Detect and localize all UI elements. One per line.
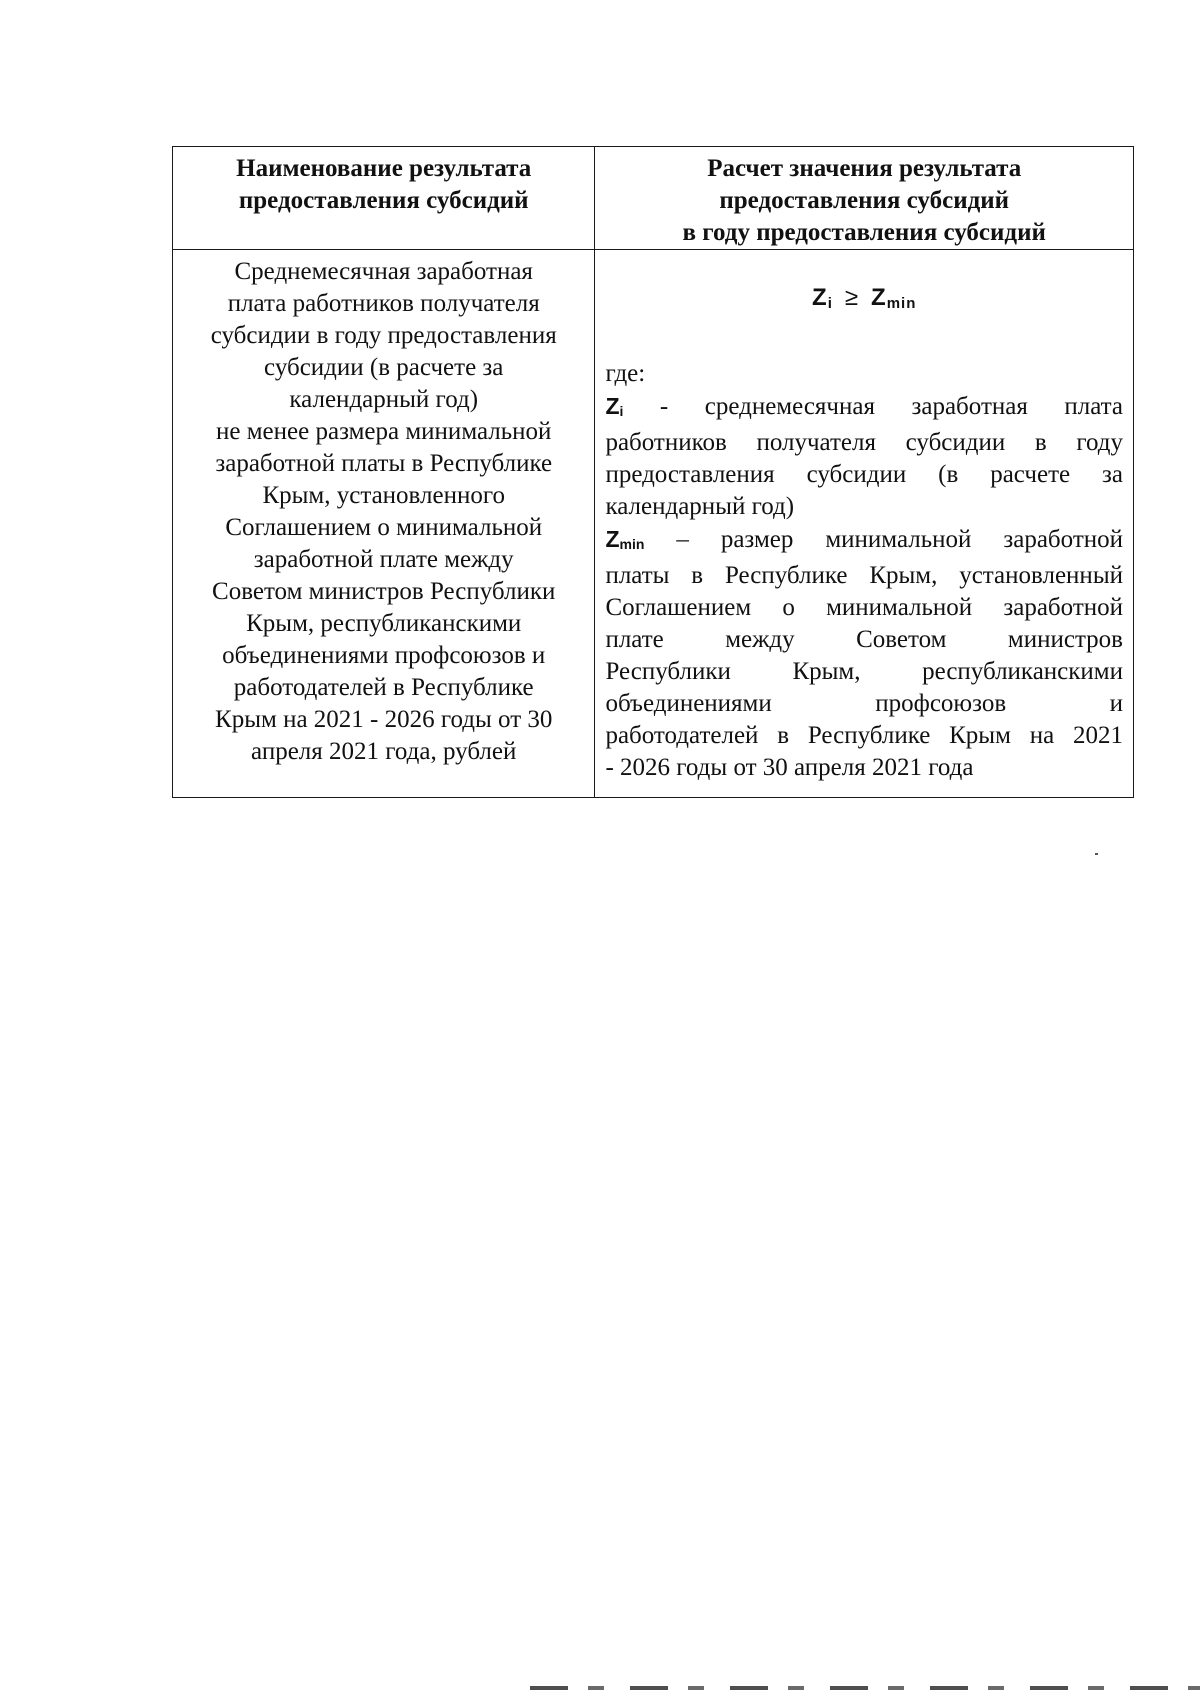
scan-artifact-line <box>530 1686 1200 1690</box>
text-line: Республики Крым, республиканскими <box>605 658 1123 685</box>
subsidy-result-table <box>172 146 1134 798</box>
table-row <box>173 250 1134 798</box>
text-line: платы в Республике Крым, установленный <box>605 562 1123 589</box>
formula <box>605 282 1123 320</box>
where-label: где: <box>605 360 646 387</box>
cell-result-description <box>173 250 595 798</box>
header-line: предоставления субсидий <box>719 187 1010 214</box>
text-line: плате между Советом министров <box>605 626 1123 653</box>
text-line: заработной платы в Республике <box>215 450 553 477</box>
text-line: плата работников получателя <box>227 290 540 317</box>
text-line: - 2026 годы от 30 апреля 2021 года <box>605 754 974 781</box>
zi-definition-line: $Z_i$ - среднемесячная заработная плата <box>605 393 1123 420</box>
text-line: не менее размера минимальной <box>216 418 552 445</box>
header-line: Наименование результата <box>236 155 532 182</box>
text-line: работодателей в Республике <box>233 674 534 701</box>
header-line: предоставления субсидий <box>238 187 529 214</box>
text-line: календарный год) <box>605 493 795 520</box>
formula-zmin: $Z_{min}$ <box>871 284 917 312</box>
text-line: заработной плате между <box>253 546 514 573</box>
text-line: апреля 2021 года, рублей <box>251 738 517 765</box>
header-line: в году предоставления субсидий <box>682 219 1046 246</box>
text-line: работников получателя субсидии в году <box>605 429 1123 456</box>
header-cell-result-calculation <box>595 147 1134 250</box>
text-line: Советом министров Республики <box>212 578 556 605</box>
zmin-definition-line: $Z_{min}$ – размер минимальной заработной <box>605 526 1123 553</box>
text-line: предоставления субсидии (в расчете за <box>605 461 1123 488</box>
text-line: субсидии в году предоставления <box>210 322 557 349</box>
text-line: Крым, республиканскими <box>246 610 522 637</box>
text-line: работодателей в Республике Крым на 2021 <box>605 722 1123 749</box>
zi-symbol: $Z_i$ <box>605 393 624 419</box>
text-line: объединениями профсоюзов и <box>605 690 1123 717</box>
scan-speck <box>1095 853 1098 855</box>
table-header-row <box>173 147 1134 250</box>
text-line: объединениями профсоюзов и <box>222 642 546 669</box>
text-line: Соглашением о минимальной заработной <box>605 594 1123 621</box>
cell-result-calculation <box>595 250 1134 798</box>
text-line: календарный год) <box>289 386 479 413</box>
formula-relation: ≥ <box>844 284 860 311</box>
text-line: субсидии (в расчете за <box>264 354 504 381</box>
text-line: Крым на 2021 - 2026 годы от 30 <box>215 706 553 733</box>
text-line: Крым, установленного <box>262 482 505 509</box>
header-cell-result-name <box>173 147 595 250</box>
zmin-symbol: $Z_{min}$ <box>605 526 645 552</box>
formula-zi: $Z_i$ <box>812 284 833 312</box>
header-line: Расчет значения результата <box>707 155 1022 182</box>
text-line: Соглашением о минимальной <box>225 514 543 541</box>
text-line: Среднемесячная заработная <box>234 258 533 285</box>
